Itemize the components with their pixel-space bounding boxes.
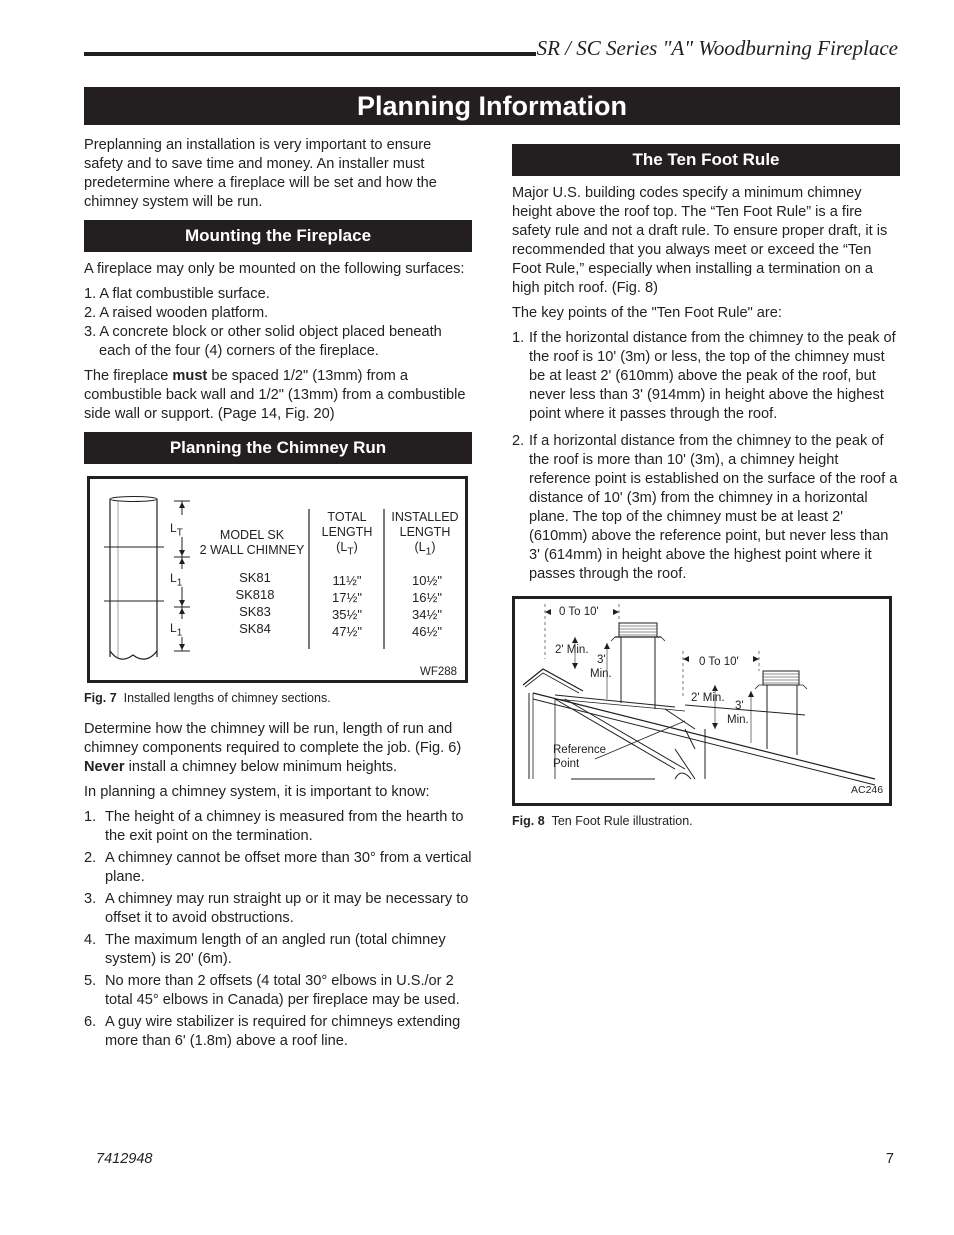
- col-header-total: TOTAL LENGTH $(L_T)$: [321, 510, 373, 558]
- tenfoot-paragraph: Major U.S. building codes specify a minimum chimney height above the roof top. The “Ten Foot Rule” is a fire safety rule and not a draft rule. To ensure proper draft, it is recommended that you always meet or exceed the “Ten Foot Rule,” especially when installing a termination on a high pitch roof. (Fig. 8): [512, 185, 888, 296]
- mounting-heading: Mounting the Fireplace: [84, 220, 472, 252]
- figure-8-caption: Fig. 8 Ten Foot Rule illustration.: [512, 814, 693, 828]
- table-cell: SK81: [239, 570, 271, 585]
- tenfoot-heading: The Ten Foot Rule: [512, 144, 900, 176]
- label-min-b: Min.: [727, 714, 749, 726]
- table-cell: SK818: [235, 587, 275, 602]
- installed-column: [392, 572, 462, 640]
- table-cell: SK84: [239, 621, 271, 636]
- label-l1: $L_1$: [170, 571, 183, 589]
- list-item: 1. A flat combustible surface.: [84, 286, 270, 302]
- list-item: 1. If the horizontal distance from the chimney to the peak of the roof is 10' (3m) or less, the top of the chimney must be at least 2' (610mm) above the peak of the roof, but never less than 3' (914mm) in height above the highest point where it passes through the roof.: [512, 330, 896, 422]
- list-item: 6. A guy wire stabilizer is required for chimneys extending more than 6' (1.8m) above a roof line.: [84, 1014, 461, 1049]
- list-item: 2. A raised wooden platform.: [84, 305, 269, 321]
- table-cell: 11½": [332, 573, 362, 588]
- page-number: 7: [885, 1151, 894, 1167]
- spacing-paragraph: The fireplace must be spaced 1/2" (13mm) from a combustible back wall and 1/2" (13mm) from a combustible side wall or support. (Page 14, Fig. 20): [84, 368, 466, 422]
- list-item: 2. A chimney cannot be offset more than 30° from a vertical plane.: [84, 850, 472, 885]
- table-cell: 35½": [332, 607, 362, 622]
- col-header-installed: INSTALLED LENGTH $(L_1)$: [391, 510, 459, 558]
- label-3-b: 3': [735, 700, 744, 712]
- intro-paragraph: Preplanning an installation is very important to ensure safety and to save time and money. An installer must predetermine where a fireplace will be set and how the chimney system will be run.: [84, 137, 437, 210]
- tenfoot-list: [512, 329, 900, 584]
- label-0-to-10-b: 0 To 10': [699, 656, 739, 668]
- label-2-min-a: 2' Min.: [555, 644, 589, 656]
- figure-code: AC246: [851, 784, 884, 796]
- table-cell: 10½": [412, 573, 442, 588]
- list-item: 3. A concrete block or other solid object placed beneath each of the four (4) corners of the fireplace.: [84, 324, 442, 359]
- mounting-list: [84, 285, 472, 361]
- total-column: [314, 572, 380, 640]
- keypoints-paragraph: The key points of the "Ten Foot Rule" are:: [512, 305, 782, 321]
- know-paragraph: In planning a chimney system, it is important to know:: [84, 784, 430, 800]
- right-column: [512, 144, 900, 843]
- page-banner: Planning Information: [84, 87, 900, 125]
- determine-paragraph: Determine how the chimney will be run, length of run and chimney components required to complete the job. (Fig. 6) Never install a chimney below minimum heights.: [84, 721, 462, 775]
- col-header-model: MODEL SK 2 WALL CHIMNEY: [199, 528, 305, 557]
- figure-7-caption: Fig. 7 Installed lengths of chimney sections.: [84, 691, 331, 705]
- chimney-heading: Planning the Chimney Run: [84, 432, 472, 464]
- table-cell: 47½": [332, 624, 362, 639]
- label-2-min-b: 2' Min.: [691, 692, 725, 704]
- figure-7: [87, 476, 468, 683]
- figure-8: [512, 596, 892, 806]
- label-3-a: 3': [597, 654, 606, 666]
- table-cell: 17½": [332, 590, 362, 605]
- chimney-list: [84, 808, 472, 1051]
- header-rule: [84, 52, 536, 56]
- table-cell: 16½": [412, 590, 442, 605]
- label-l1: $L_1$: [170, 621, 183, 639]
- list-item: 5. No more than 2 offsets (4 total 30° elbows in U.S./or 2 total 45° elbows in Canada) per fireplace may be used.: [84, 973, 460, 1008]
- list-item: 1. The height of a chimney is measured from the hearth to the exit point on the termination.: [84, 809, 464, 844]
- label-min-a: Min.: [590, 668, 612, 680]
- table-cell: SK83: [239, 604, 271, 619]
- list-item: 3. A chimney may run straight up or it may be necessary to offset it to avoid obstructions.: [84, 891, 469, 926]
- model-column: [224, 569, 286, 637]
- label-lt: $L_T$: [170, 521, 183, 539]
- list-item: 2. If a horizontal distance from the chimney to the peak of the roof is more than 10' (3m), a chimney height reference point is established on the surface of the roof a distance of 10' (3m) from the chimney in a horizontal plane. The top of the chimney must be at least 2' (610mm) above the reference point, but never less than 3' (614mm) in height above the highest point where it passes through the roof.: [512, 433, 898, 582]
- document-number: 7412948: [96, 1151, 153, 1167]
- header-title: SR / SC Series "A" Woodburning Fireplace: [536, 36, 898, 60]
- label-0-to-10-a: 0 To 10': [559, 606, 599, 618]
- table-cell: 46½": [412, 624, 442, 639]
- label-reference-point: Reference Point: [553, 744, 607, 770]
- figure-code: WF288: [420, 666, 458, 678]
- list-item: 4. The maximum length of an angled run (total chimney system) is 20' (6m).: [84, 932, 446, 967]
- left-column: [84, 136, 472, 1057]
- mounting-lead: A fireplace may only be mounted on the following surfaces:: [84, 261, 465, 277]
- table-cell: 34½": [412, 607, 442, 622]
